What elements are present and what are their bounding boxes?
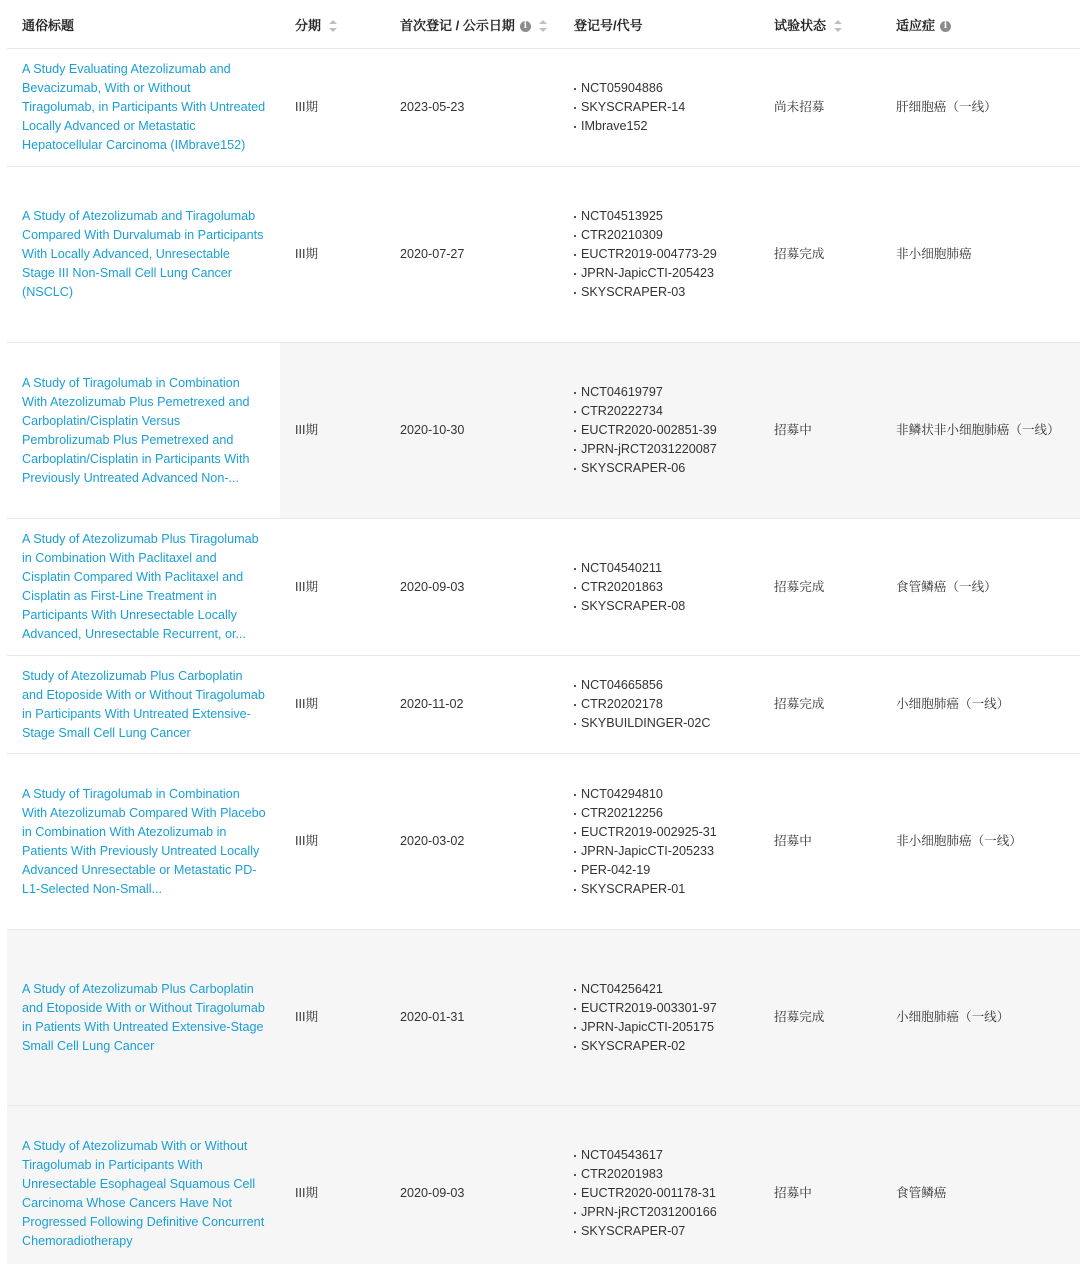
trial-title-link[interactable]: A Study of Atezolizumab Plus Carboplatin and Etoposide With or Without Tiragolumab in Patients With Untreated Extensive-Stage Small Cell Lung Cancer [22,981,265,1053]
registry-id: PER-042-19 [574,861,759,880]
status-text: 招募完成 [774,697,825,711]
trial-title-link[interactable]: A Study of Atezolizumab With or Without Tiragolumab in Participants With Unresectable Esophageal Squamous Cell Carcinoma Whose Cancers Have Not Progressed Following Definitive Concurrent Chemoradiotherapy [22,1138,265,1248]
date-text: 2020-10-30 [400,423,465,437]
trial-title-link[interactable]: A Study of Tiragolumab in Combination With Atezolizumab Compared With Placebo in Combination With Atezolizumab in Patients With Previously Untreated Locally Advanced Unresectable or Metastatic PD-L1-Selected Non-Small... [22,786,266,896]
cell-registry [559,49,759,167]
cell-registry [559,343,759,519]
registry-id: SKYSCRAPER-02 [574,1037,759,1056]
registry-list [574,207,759,302]
registry-id: JPRN-JapicCTI-205175 [574,1018,759,1037]
status-text: 招募中 [774,834,812,848]
cell-status [759,49,881,167]
registry-id: SKYSCRAPER-06 [574,459,759,478]
phase-text: III期 [295,697,319,711]
phase-text: III期 [295,834,319,848]
table-header [7,0,1080,49]
registry-id: NCT04619797 [574,383,759,402]
cell-status [759,343,881,519]
cell-title [7,754,280,930]
cell-date [385,167,559,343]
cell-registry [559,167,759,343]
cell-date [385,1106,559,1264]
registry-id: SKYSCRAPER-03 [574,283,759,302]
cell-indication [881,930,1080,1106]
trial-title-link[interactable]: A Study of Tiragolumab in Combination With Atezolizumab Plus Pemetrexed and Carboplatin/Cisplatin Versus Pembrolizumab Plus Pemetrexed and Carboplatin/Cisplatin in Participants With Previously Untreated Advanced Non-... [22,375,250,485]
registry-id: CTR20212256 [574,804,759,823]
indication-text: 食管鳞癌（一线） [896,579,997,594]
cell-phase [280,49,385,167]
cell-phase [280,1106,385,1264]
registry-id: CTR20222734 [574,402,759,421]
registry-id: NCT05904886 [574,79,759,98]
registry-id: CTR20201863 [574,578,759,597]
cell-phase [280,656,385,754]
cell-title [7,930,280,1106]
date-text: 2020-09-03 [400,579,465,594]
indication-text: 小细胞肺癌（一线） [896,697,1010,711]
cell-indication [881,519,1080,656]
phase-text: III期 [295,100,319,114]
registry-id: IMbrave152 [574,117,759,136]
cell-status [759,1106,881,1264]
info-icon[interactable]: i [520,21,531,32]
registry-id: NCT04540211 [574,559,759,578]
indication-text: 小细胞肺癌（一线） [896,1010,1010,1024]
registry-id: JPRN-JapicCTI-205233 [574,842,759,861]
cell-indication [881,49,1080,167]
indication-text: 非小细胞肺癌 [896,247,972,261]
sort-icon[interactable] [329,20,337,32]
table-row[interactable] [7,754,1080,930]
registry-id: EUCTR2019-003301-97 [574,999,759,1018]
cell-date [385,343,559,519]
cell-phase [280,930,385,1106]
trial-title-link[interactable]: A Study of Atezolizumab Plus Tiragolumab in Combination With Paclitaxel and Cisplatin Compared With Paclitaxel and Cisplatin as First-Line Treatment in Participants With Unresectable Locally Advanced, Unresectable Recurrent, or... [22,532,259,641]
cell-title [7,167,280,343]
phase-text: III期 [295,1010,319,1024]
registry-id: SKYSCRAPER-14 [574,98,759,117]
registry-list [574,559,759,616]
registry-id: JPRN-jRCT2031200166 [574,1203,759,1222]
cell-title [7,343,280,519]
date-text: 2020-03-02 [400,834,465,848]
cell-indication [881,754,1080,930]
cell-phase [280,343,385,519]
registry-id: JPRN-jRCT2031220087 [574,440,759,459]
registry-list [574,785,759,899]
indication-text: 食管鳞癌 [896,1186,947,1200]
registry-id: SKYBUILDINGER-02C [574,714,759,733]
column-header-status[interactable]: 试验状态 [759,0,881,49]
date-text: 2020-07-27 [400,247,465,261]
table-row[interactable] [7,1106,1080,1264]
cell-status [759,754,881,930]
table-row[interactable] [7,49,1080,167]
phase-text: III期 [295,423,319,437]
column-header-phase[interactable]: 分期 [280,0,385,49]
table-row[interactable] [7,656,1080,754]
registry-list [574,383,759,478]
status-text: 招募完成 [774,1010,825,1024]
trials-table [7,0,1080,1264]
cell-date [385,656,559,754]
trials-table-container [7,0,1080,1264]
registry-list [574,79,759,136]
indication-text: 非鳞状非小细胞肺癌（一线） [896,423,1060,437]
trial-title-link[interactable]: A Study of Atezolizumab and Tiragolumab Compared With Durvalumab in Participants With Locally Advanced, Unresectable Stage III Non-Small Cell Lung Cancer (NSCLC) [22,209,264,299]
cell-indication [881,343,1080,519]
table-row[interactable] [7,519,1080,656]
phase-text: III期 [295,247,319,261]
table-row[interactable] [7,343,1080,519]
table-body [7,49,1080,1264]
cell-status [759,656,881,754]
status-text: 招募完成 [774,579,825,594]
cell-indication [881,1106,1080,1264]
registry-id: EUCTR2020-002851-39 [574,421,759,440]
table-row[interactable] [7,930,1080,1106]
date-text: 2020-09-03 [400,1186,465,1200]
cell-title [7,1106,280,1264]
registry-id: CTR20202178 [574,695,759,714]
column-header-title: 通俗标题 [7,0,280,49]
registry-id: EUCTR2019-004773-29 [574,245,759,264]
cell-registry [559,519,759,656]
cell-registry [559,656,759,754]
date-text: 2020-11-02 [400,697,464,711]
sort-icon[interactable] [834,20,842,32]
registry-id: SKYSCRAPER-07 [574,1222,759,1241]
indication-text: 肝细胞癌（一线） [896,100,997,114]
trial-title-link[interactable]: Study of Atezolizumab Plus Carboplatin and Etoposide With or Without Tiragolumab in Participants With Untreated Extensive-Stage Small Cell Lung Cancer [22,668,265,740]
column-header-date[interactable]: 首次登记 / 公示日期 i [385,0,559,49]
registry-id: NCT04513925 [574,207,759,226]
date-text: 2023-05-23 [400,100,465,114]
cell-title [7,49,280,167]
status-text: 招募中 [774,1186,812,1200]
status-text: 招募中 [774,423,812,437]
cell-title [7,519,280,656]
cell-status [759,167,881,343]
column-header-indication: 适应症 i [881,0,1080,49]
cell-status [759,930,881,1106]
status-text: 尚未招募 [774,100,825,114]
phase-text: III期 [295,579,319,594]
registry-id: SKYSCRAPER-08 [574,597,759,616]
cell-indication [881,656,1080,754]
column-header-registry: 登记号/代号 [559,0,759,49]
status-text: 招募完成 [774,247,825,261]
cell-date [385,49,559,167]
date-text: 2020-01-31 [400,1010,465,1024]
registry-id: NCT04665856 [574,676,759,695]
cell-indication [881,167,1080,343]
registry-id: CTR20201983 [574,1165,759,1184]
registry-id: SKYSCRAPER-01 [574,880,759,899]
cell-date [385,930,559,1106]
cell-status [759,519,881,656]
registry-id: NCT04543617 [574,1146,759,1165]
registry-id: CTR20210309 [574,226,759,245]
sort-icon[interactable] [539,20,547,32]
registry-id: EUCTR2020-001178-31 [574,1184,759,1203]
phase-text: III期 [295,1186,319,1200]
info-icon[interactable]: i [940,21,951,32]
registry-id: JPRN-JapicCTI-205423 [574,264,759,283]
registry-id: NCT04294810 [574,785,759,804]
cell-registry [559,754,759,930]
registry-list [574,676,759,733]
registry-id: EUCTR2019-002925-31 [574,823,759,842]
cell-phase [280,754,385,930]
trial-title-link[interactable]: A Study Evaluating Atezolizumab and Bevacizumab, With or Without Tiragolumab, in Participants With Untreated Locally Advanced or Metastatic Hepatocellular Carcinoma (IMbrave152) [22,62,266,152]
cell-phase [280,167,385,343]
registry-list [574,980,759,1056]
cell-registry [559,1106,759,1264]
cell-title [7,656,280,754]
cell-registry [559,930,759,1106]
registry-id: NCT04256421 [574,980,759,999]
cell-date [385,754,559,930]
indication-text: 非小细胞肺癌（一线） [896,834,1022,848]
registry-list [574,1146,759,1241]
table-row[interactable] [7,167,1080,343]
cell-date [385,519,559,656]
cell-phase [280,519,385,656]
